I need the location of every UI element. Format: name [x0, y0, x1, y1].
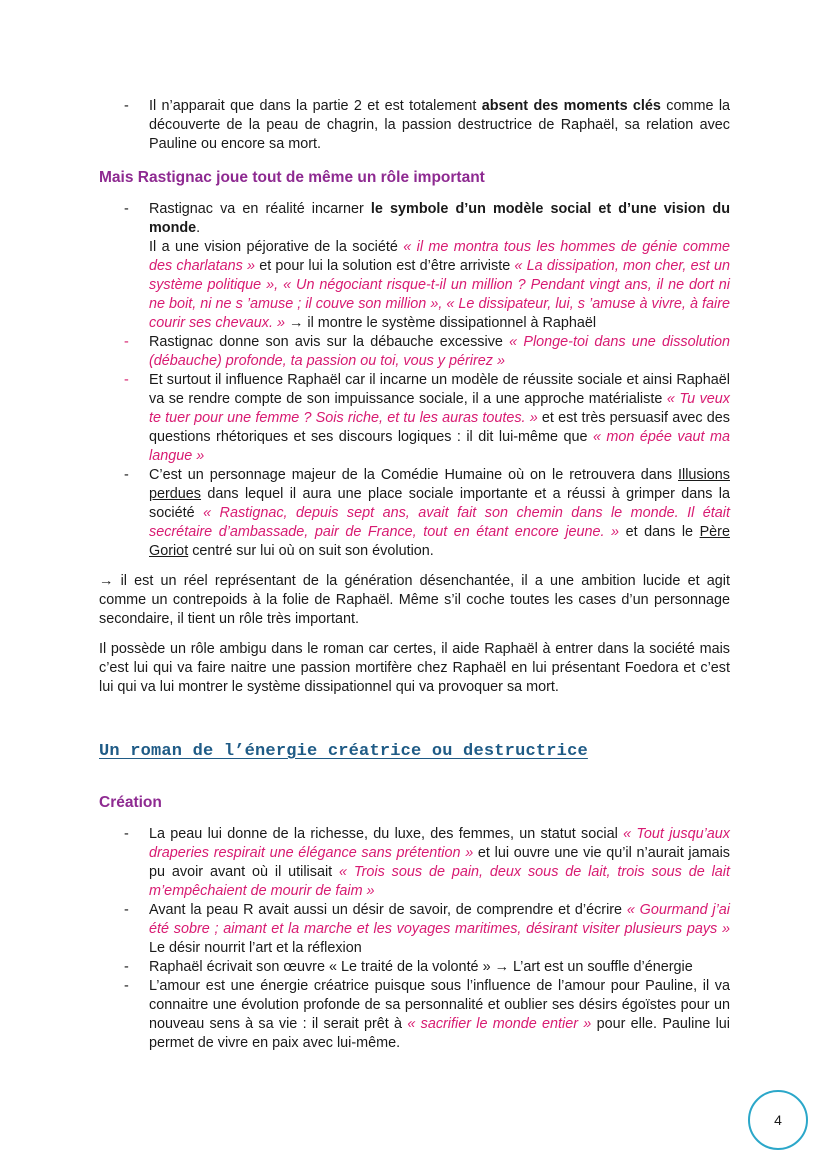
intro-list — [99, 97, 730, 154]
bullet-dash: - — [124, 959, 129, 975]
list-item: - Avant la peau R avait aussi un désir de savoir, de comprendre et d’écrire « Gourmand j’ai été sobre ; aimant et la marche et les voyages maritimes, désirant visiter plusieurs pays » Le désir nourrit l’art et la réflexion — [124, 902, 730, 956]
bullet-dash: - — [124, 826, 129, 842]
book-title: Père Goriot — [149, 524, 730, 559]
creation-list — [99, 825, 730, 1053]
list-item: - Rastignac donne son avis sur la débauche excessive « Plonge-toi dans une dissolution (débauche) profonde, ta passion ou toi, vous y périrez » — [124, 334, 730, 369]
list-item: - L’amour est une énergie créatrice puisque sous l’influence de l’amour pour Pauline, il va connaitre une évolution profonde de sa personnalité et oublier ses désirs égoïstes pour un nouveau sens à sa vie : il serait prêt à « sacrifier le monde entier » pour elle. Pauline lui permet de vivre en paix avec lui-même. — [124, 978, 730, 1051]
bullet-dash: - — [124, 98, 129, 114]
heading-rastignac: Mais Rastignac joue tout de même un rôle important — [99, 169, 485, 186]
quote: « Trois sous de pain, deux sous de lait, trois sous de lait m’empêchaient de mourir de faim » — [149, 864, 731, 899]
quote: « Gourmand j’ai été sobre ; aimant et la marche et les voyages maritimes, désirant visiter plusieurs pays » — [149, 902, 730, 937]
page-number-badge — [748, 1090, 808, 1150]
quote: « Plonge-toi dans une dissolution (débauche) profonde, ta passion ou toi, vous y périrez » — [149, 334, 730, 369]
list-item: - Il n’apparait que dans la partie 2 et est totalement absent des moments clés comme la découverte de la peau de chagrin, la passion destructrice de Raphaël, sa relation avec Pauline ou encore sa mort. — [124, 98, 731, 152]
page-content — [99, 97, 730, 1053]
quote: « mon épée vaut ma langue » — [149, 429, 730, 464]
paragraph: Il possède un rôle ambigu dans le roman car certes, il aide Raphaël à entrer dans la société mais c’est lui qui va faire naitre une passion mortifère chez Raphaël en lui présentant Foedora et c’est lui qui va lui montrer le système dissipationnel qui va provoquer sa mort. — [99, 641, 730, 695]
bullet-dash: - — [124, 334, 129, 350]
section-title: Un roman de l’énergie créatrice ou destructrice — [99, 742, 588, 761]
page-number: 4 — [774, 1112, 782, 1128]
bullet-dash: - — [124, 201, 129, 217]
quote: « Tout jusqu’aux draperies respirait une élégance sans prétention » — [149, 826, 730, 861]
bullet-dash: - — [124, 902, 129, 918]
book-title: Illusions perdues — [149, 467, 730, 502]
quote: « il me montra tous les hommes de génie comme des charlatans » — [149, 239, 730, 274]
list-item: - Raphaël écrivait son œuvre « Le traité de la volonté » → L’art est un souffle d’énergie — [124, 959, 693, 975]
quote: « sacrifier le monde entier » — [407, 1016, 592, 1032]
heading-creation: Création — [99, 794, 162, 811]
quote: « Rastignac, depuis sept ans, avait fait son chemin dans le monde. Il était secrétaire d’ambassade, pair de France, tout en étant encore jeune. » — [149, 505, 730, 540]
list-item: - Et surtout il influence Raphaël car il incarne un modèle de réussite sociale et ainsi Raphaël va se rendre compte de son impuissance sociale, il a une approche matérialiste « Tu veux te tuer pour une femme ? Sois riche, et tu les auras toutes. » et est très persuasif avec des questions rhétoriques et ses discours logiques : il dit lui-même que « mon épée vaut ma langue » — [124, 372, 730, 464]
list-item: - Rastignac va en réalité incarner le symbole d’un modèle social et d’une vision du monde. Il a une vision péjorative de la société « il me montra tous les hommes de génie comme des charlatans » et pour lui la solution est d’être arriviste « La dissipation, mon cher, est un système politique », « Un négociant risque-t-il un million ? Pendant vingt ans, il ne dort ni ne boit, ni ne s ’amuse ; il couve son million », « Le dissipateur, lui, s ’amuse à vivre, à faire courir ses chevaux. » → il montre le système dissipationnel à Raphaël — [124, 201, 731, 331]
bullet-dash: - — [124, 467, 129, 483]
bullet-dash: - — [124, 372, 129, 388]
bullet-dash: - — [124, 978, 129, 994]
paragraph: → il est un réel représentant de la génération désenchantée, il a une ambition lucide et agit comme un contrepoids à la folie de Raphaël. Même s’il coche toutes les cases d’un personnage secondaire, il tient un rôle très important. — [99, 573, 730, 627]
list-item: - C’est un personnage majeur de la Comédie Humaine où on le retrouvera dans Illusions perdues dans lequel il aura une place sociale importante et a réussi à grimper dans la société « Rastignac, depuis sept ans, avait fait son chemin dans le monde. Il était secrétaire d’ambassade, pair de France, tout en étant encore jeune. » et dans le Père Goriot centré sur lui où on suit son évolution. — [124, 467, 730, 559]
quote: « La dissipation, mon cher, est un système politique », « Un négociant risque-t-il un million ? Pendant vingt ans, il ne dort ni ne boit, ni ne s ’amuse ; il couve son million », « Le dissipateur, lui, s ’amuse à vivre, à faire courir ses chevaux. » — [149, 258, 731, 331]
list-item: - La peau lui donne de la richesse, du luxe, des femmes, un statut social « Tout jusqu’aux draperies respirait une élégance sans prétention » et lui ouvre une vie qu’il n’aurait jamais pu avoir avant où il utilisait « Trois sous de pain, deux sous de lait, trois sous de lait m’empêchaient de mourir de faim » — [124, 826, 731, 899]
quote: « Tu veux te tuer pour une femme ? Sois riche, et tu les auras toutes. » — [149, 391, 730, 426]
rastignac-list — [99, 200, 730, 561]
